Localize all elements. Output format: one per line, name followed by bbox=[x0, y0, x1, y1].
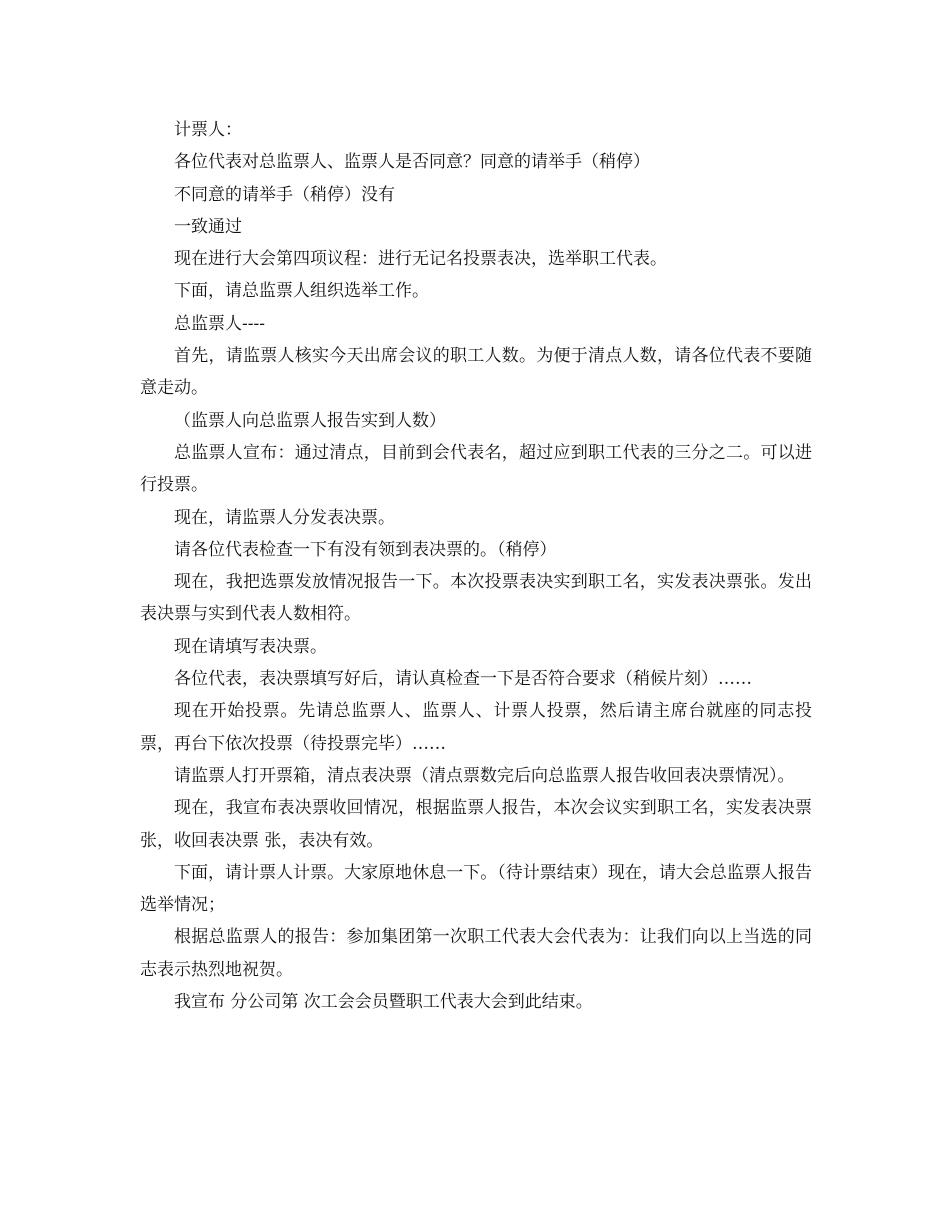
paragraph: 现在请填写表决票。 bbox=[174, 636, 327, 657]
paragraph: 一致通过 bbox=[174, 216, 242, 237]
paragraph: 现在，请监票人分发表决票。 bbox=[174, 507, 395, 528]
paragraph: 计票人： bbox=[174, 120, 242, 140]
paragraph: 下面，请总监票人组织选举工作。 bbox=[174, 281, 429, 302]
paragraph: 总监票人---- bbox=[174, 313, 265, 334]
paragraph: 不同意的请举手（稍停）没有 bbox=[174, 184, 395, 205]
document-body bbox=[140, 114, 812, 1018]
paragraph: 现在开始投票。先请总监票人、监票人、计票人投票，然后请主席台就座的同志投票，再台下依次投票（待投票完毕）…… bbox=[140, 701, 812, 754]
paragraph: 总监票人宣布：通过清点，目前到会代表名，超过应到职工代表的三分之二。可以进行投票。 bbox=[140, 442, 812, 496]
paragraph: 根据总监票人的报告：参加集团第一次职工代表大会代表为：让我们向以上当选的同志表示热烈地祝贺。 bbox=[140, 927, 812, 980]
paragraph: 请各位代表检查一下有没有领到表决票的。（稍停） bbox=[174, 539, 557, 560]
paragraph: 请监票人打开票箱，清点表决票（清点票数完后向总监票人报告收回表决票情况）。 bbox=[174, 765, 795, 786]
paragraph: 现在，我把选票发放情况报告一下。本次投票表决实到职工名，实发表决票张。发出表决票与实到代表人数相符。 bbox=[140, 572, 812, 625]
paragraph: 现在进行大会第四项议程：进行无记名投票表决，选举职工代表。 bbox=[174, 249, 667, 270]
paragraph: 现在，我宣布表决票收回情况，根据监票人报告，本次会议实到职工名，实发表决票 张，收回表决票 张，表决有效。 bbox=[140, 798, 812, 851]
paragraph: 各位代表，表决票填写好后，请认真检查一下是否符合要求（稍候片刻）…… bbox=[174, 669, 752, 690]
paragraph: 我宣布 分公司第 次工会会员暨职工代表大会到此结束。 bbox=[174, 992, 593, 1013]
paragraph: 各位代表对总监票人、监票人是否同意？同意的请举手（稍停） bbox=[174, 152, 650, 173]
paragraph: 下面，请计票人计票。大家原地休息一下。（待计票结束）现在，请大会总监票人报告选举情况； bbox=[140, 862, 812, 916]
paragraph: 首先，请监票人核实今天出席会议的职工人数。为便于清点人数，请各位代表不要随意走动。 bbox=[140, 346, 812, 399]
paragraph: （监票人向总监票人报告实到人数） bbox=[174, 410, 446, 431]
